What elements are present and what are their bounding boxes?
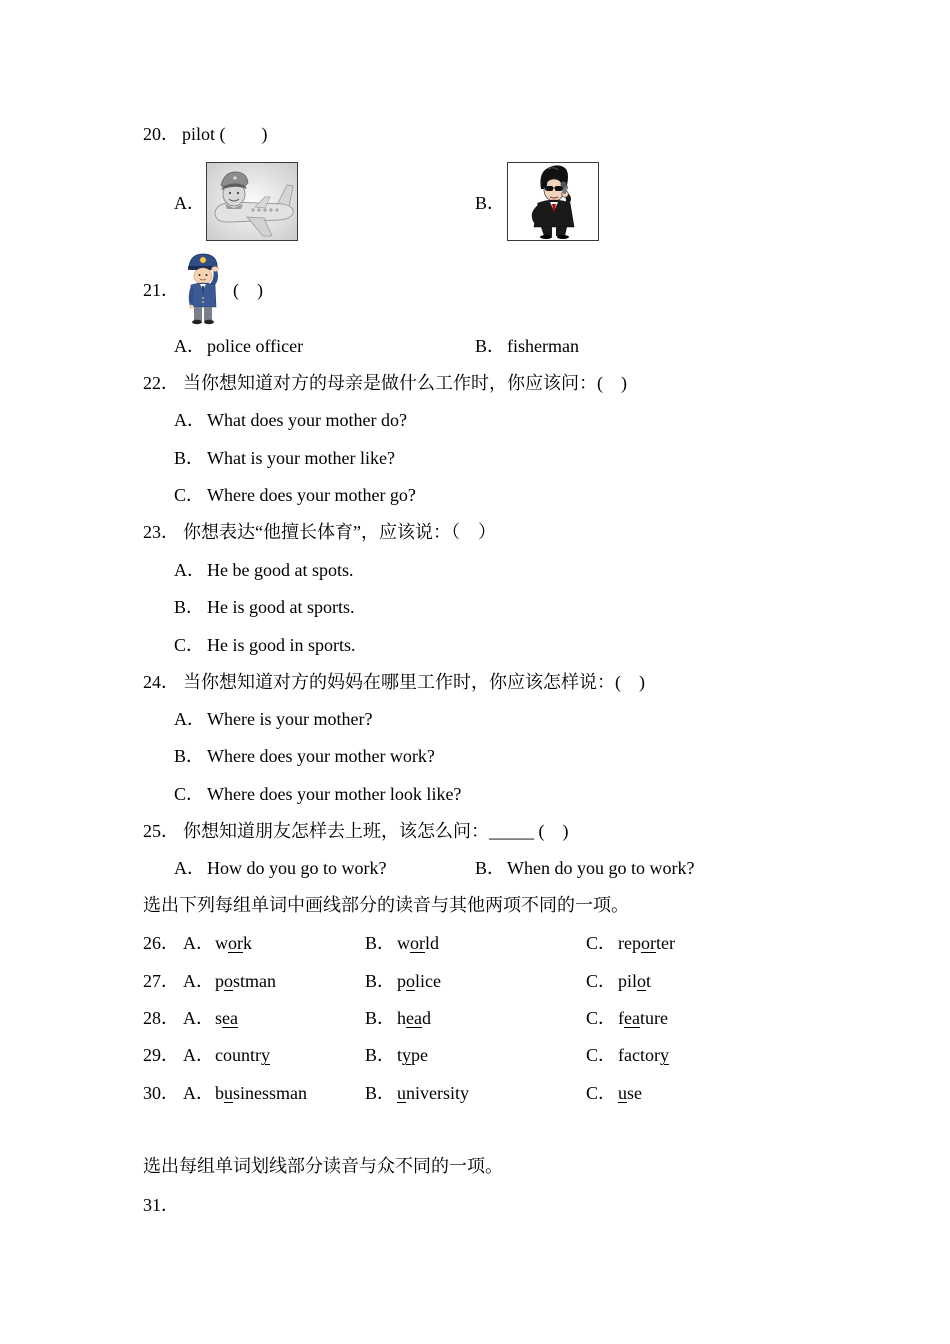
question-text: 当你想知道对方的母亲是做什么工作时，你应该问：( ) (183, 373, 627, 393)
word-part: stman (233, 971, 276, 991)
option-label-c: C． (586, 1045, 617, 1065)
underlined-part: or (410, 933, 425, 953)
option-label: C． (174, 784, 205, 804)
question-number: 24． (143, 672, 179, 692)
word-part: ld (425, 933, 440, 953)
word-part: t (646, 971, 652, 991)
option-word-a (215, 932, 252, 954)
question-20-options (0, 192, 950, 214)
option-text: What does your mother do? (207, 410, 407, 430)
word-part: w (215, 933, 228, 953)
option-text: He is good at sports. (207, 597, 355, 617)
word-part: p (397, 971, 406, 991)
underlined-part: ea (624, 1008, 640, 1028)
question-number: 26． (143, 933, 179, 953)
question-23-option-a (0, 559, 950, 581)
option-label: A． (174, 410, 205, 430)
option-label-a: A． (183, 933, 214, 953)
underlined-part: u (618, 1083, 627, 1103)
section-heading: 选出每组单词划线部分读音与众不同的一项。 (143, 1156, 503, 1176)
word-part: se (627, 1083, 642, 1103)
option-label-b: B． (475, 336, 506, 356)
option-text-b: fisherman (507, 336, 579, 356)
question-number: 25． (143, 821, 179, 841)
question-20 (0, 123, 950, 145)
word-part: k (243, 933, 252, 953)
option-text-a: How do you go to work? (207, 858, 387, 878)
underlined-part: y (260, 1045, 270, 1065)
word-part: rep (618, 933, 641, 953)
option-word-c (618, 1007, 668, 1029)
pilot-picture (206, 162, 298, 241)
question-27 (0, 970, 950, 992)
option-label-c: C． (586, 1083, 617, 1103)
option-word-c (618, 1082, 642, 1104)
option-label: C． (174, 635, 205, 655)
word-part: countr (215, 1045, 261, 1065)
word-part: lice (415, 971, 441, 991)
section-instruction-1 (0, 894, 950, 916)
option-label-b: B． (475, 858, 506, 878)
question-25-options (0, 857, 950, 879)
underlined-part: u (224, 1083, 233, 1103)
singer-with-microphone-icon (508, 163, 598, 240)
section-heading: 选出下列每组单词中画线部分的读音与其他两项不同的一项。 (143, 895, 629, 915)
question-number: 30． (143, 1083, 179, 1103)
word-part: d (421, 1008, 431, 1028)
word-part: h (397, 1008, 406, 1028)
question-24-option-c (0, 783, 950, 805)
option-label-a: A． (174, 193, 205, 213)
word-part: f (618, 1008, 624, 1028)
question-text: 你想知道朋友怎样去上班，该怎么问：_____ ( ) (183, 821, 569, 841)
option-label-c: C． (586, 933, 617, 953)
option-word-c (618, 932, 675, 954)
word-part: ter (655, 933, 675, 953)
option-word-b (397, 970, 441, 992)
question-24-option-b (0, 745, 950, 767)
question-number: 29． (143, 1045, 179, 1065)
question-24 (0, 671, 950, 693)
question-number: 23． (143, 522, 179, 542)
option-label: A． (174, 560, 205, 580)
option-label-b: B． (365, 1008, 396, 1028)
question-25 (0, 820, 950, 842)
question-22-option-b (0, 447, 950, 469)
option-word-a (215, 1082, 307, 1104)
question-text: pilot ( ) (182, 124, 268, 144)
underlined-part: y (402, 1045, 412, 1065)
option-label-a: A． (183, 1083, 214, 1103)
underlined-part: u (397, 1083, 406, 1103)
underlined-part: o (406, 971, 415, 991)
question-24-option-a (0, 708, 950, 730)
option-label-a: A． (174, 336, 205, 356)
option-word-c (618, 1044, 669, 1066)
question-30 (0, 1082, 950, 1104)
option-text: What is your mother like? (207, 448, 395, 468)
option-text: He be good at spots. (207, 560, 354, 580)
option-label: A． (174, 709, 205, 729)
pilot-airplane-icon (207, 163, 297, 240)
word-part: sinessman (233, 1083, 307, 1103)
question-21-options (0, 335, 950, 357)
word-part: s (215, 1008, 223, 1028)
option-text: Where does your mother look like? (207, 784, 462, 804)
underlined-part: ea (406, 1008, 422, 1028)
option-label-c: C． (586, 971, 617, 991)
question-22 (0, 372, 950, 394)
question-number: 28． (143, 1008, 179, 1028)
section-instruction-2 (0, 1155, 950, 1177)
option-label-b: B． (365, 1083, 396, 1103)
option-label-a: A． (183, 1008, 214, 1028)
option-text-a: police officer (207, 336, 304, 356)
question-text: 当你想知道对方的妈妈在哪里工作时，你应该怎样说：( ) (183, 672, 645, 692)
option-word-b (397, 1044, 428, 1066)
option-label-a: A． (174, 858, 205, 878)
underlined-part: o (637, 971, 647, 991)
question-22-option-a (0, 409, 950, 431)
word-part: niversity (406, 1083, 469, 1103)
underlined-part: or (640, 933, 656, 953)
option-word-b (397, 932, 439, 954)
underlined-part: or (228, 933, 243, 953)
option-label: B． (174, 746, 205, 766)
option-word-a (215, 1044, 270, 1066)
question-23-option-c (0, 634, 950, 656)
option-label-a: A． (183, 1045, 214, 1065)
option-label-a: A． (183, 971, 214, 991)
word-part: ture (639, 1008, 668, 1028)
word-part: factor (618, 1045, 660, 1065)
word-part: b (215, 1083, 224, 1103)
option-label: B． (174, 597, 205, 617)
underlined-part: o (224, 971, 233, 991)
option-label-b: B． (365, 1045, 396, 1065)
option-word-b (397, 1082, 469, 1104)
question-26 (0, 932, 950, 954)
word-part: pe (411, 1045, 429, 1065)
option-label-c: C． (586, 1008, 617, 1028)
question-number: 22． (143, 373, 179, 393)
underlined-part: ea (222, 1008, 238, 1028)
question-number: 27． (143, 971, 179, 991)
option-label: C． (174, 485, 205, 505)
option-word-a (215, 1007, 238, 1029)
question-21 (0, 279, 950, 301)
word-part: t (397, 1045, 403, 1065)
singer-picture (507, 162, 599, 241)
police-officer-icon (183, 252, 225, 326)
option-word-c (618, 970, 651, 992)
option-word-a (215, 970, 276, 992)
option-text: Where does your mother work? (207, 746, 435, 766)
question-number: 20． (143, 124, 179, 144)
option-text: Where does your mother go? (207, 485, 416, 505)
question-number: 21． (143, 280, 179, 300)
option-label: B． (174, 448, 205, 468)
word-part: w (397, 933, 410, 953)
question-23 (0, 521, 950, 543)
option-label-b: B． (365, 933, 396, 953)
option-label-b: B． (475, 193, 506, 213)
underlined-part: y (659, 1045, 669, 1065)
option-text: Where is your mother? (207, 709, 373, 729)
option-text-b: When do you go to work? (507, 858, 695, 878)
answer-blank: ( ) (233, 280, 263, 300)
question-text: 你想表达“他擅长体育”，应该说：（ ） (183, 522, 496, 542)
word-part: p (215, 971, 224, 991)
question-28 (0, 1007, 950, 1029)
option-label-b: B． (365, 971, 396, 991)
word-part: pil (618, 971, 638, 991)
question-22-option-c (0, 484, 950, 506)
option-word-b (397, 1007, 431, 1029)
question-31 (0, 1194, 950, 1216)
question-number: 31． (143, 1195, 179, 1215)
question-29 (0, 1044, 950, 1066)
option-text: He is good in sports. (207, 635, 356, 655)
question-23-option-b (0, 596, 950, 618)
